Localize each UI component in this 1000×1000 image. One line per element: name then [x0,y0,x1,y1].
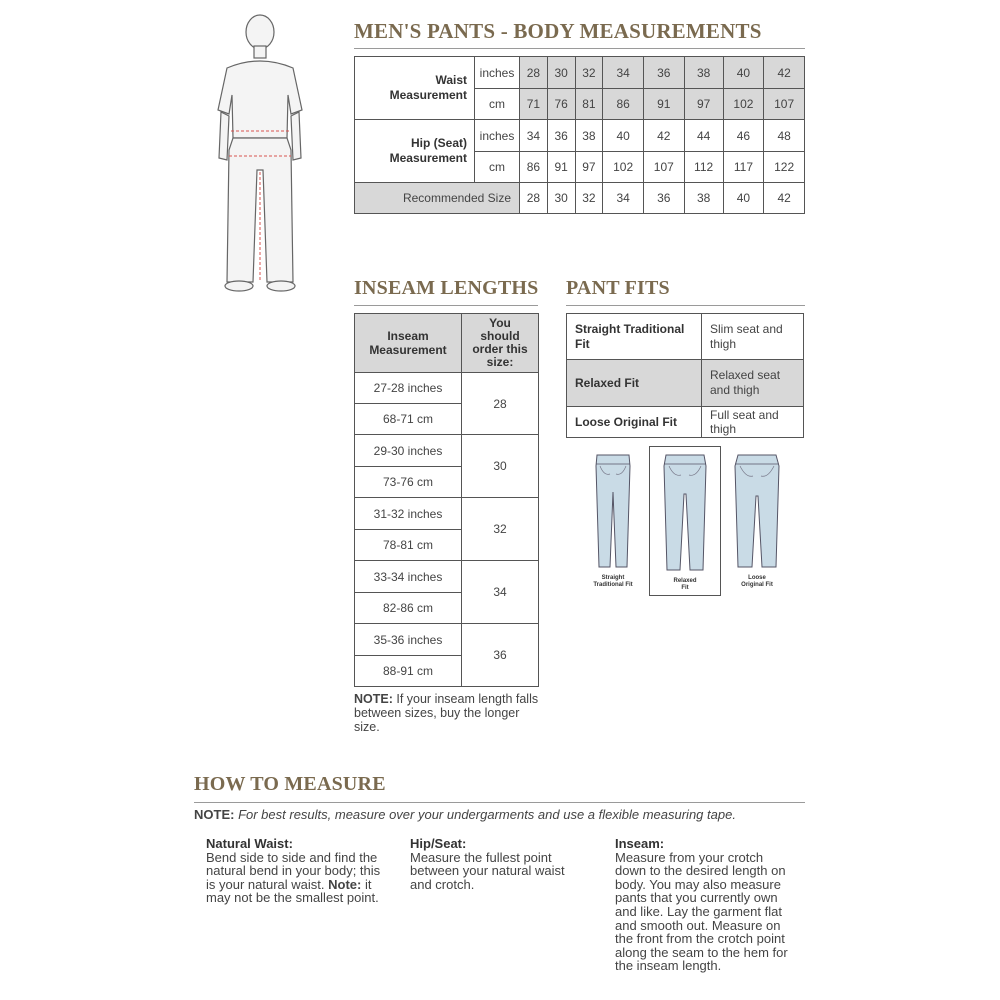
fit-name: Relaxed Fit [567,360,702,407]
body-figure-illustration [205,10,315,295]
how-title-rule [194,802,805,803]
table-cell: 36 [643,183,684,214]
table-cell: 71 [520,89,548,120]
fit-name: Loose Original Fit [567,407,702,438]
fit-description: Slim seat and thigh [702,314,804,360]
unit-label: cm [475,152,520,183]
inseam-cm: 88-91 cm [355,656,462,687]
fit-description: Full seat and thigh [702,407,804,438]
table-cell: 34 [603,57,644,89]
fit-name: Straight Traditional Fit [567,314,702,360]
inseam-inches: 33-34 inches [355,561,462,593]
table-cell: 86 [603,89,644,120]
table-cell: 42 [764,57,805,89]
unit-label: inches [475,120,520,152]
table-cell: 40 [723,183,764,214]
unit-label: inches [475,57,520,89]
unit-label: cm [475,89,520,120]
inseam-size: 32 [462,498,539,561]
note-label: NOTE: [354,692,393,706]
table-cell: 38 [575,120,603,152]
hip-seat-text: Measure the fullest point between your natural waist and crotch. [410,849,565,892]
table-cell: 86 [520,152,548,183]
table-cell: 91 [643,89,684,120]
inseam-title-rule [354,305,538,306]
table-cell: 107 [643,152,684,183]
table-cell: 42 [643,120,684,152]
inseam-size: 30 [462,435,539,498]
inseam-measurement-header: Inseam Measurement [355,314,462,373]
table-cell: 97 [575,152,603,183]
table-cell: 102 [723,89,764,120]
fits-title-rule [566,305,805,306]
inseam-cm: 78-81 cm [355,530,462,561]
table-cell: 46 [723,120,764,152]
table-cell: 30 [547,57,575,89]
straight-fit-pants-image [582,452,644,570]
table-cell: 30 [547,183,575,214]
table-cell: 97 [684,89,723,120]
table-cell: 44 [684,120,723,152]
table-cell: 48 [764,120,805,152]
waist-note-label: Note: [328,876,362,892]
order-size-header: You should order this size: [462,314,539,373]
hip-seat-title: Hip/Seat: [410,836,467,851]
inseam-inches: 31-32 inches [355,498,462,530]
recommended-size-label: Recommended Size [355,183,520,214]
hip-seat-instructions [410,837,582,891]
table-cell: 40 [723,57,764,89]
note-label: NOTE: [194,807,235,822]
table-cell: 91 [547,152,575,183]
table-cell: 42 [764,183,805,214]
table-cell: 36 [547,120,575,152]
inseam-cm: 68-71 cm [355,404,462,435]
table-cell: 34 [603,183,644,214]
table-cell: 32 [575,57,603,89]
table-cell: 112 [684,152,723,183]
body-measurements-table [354,56,805,214]
body-title-rule [354,48,805,49]
pant-fits-table [566,313,804,438]
figure-label: Relaxed Fit [673,578,697,591]
inseam-inches: 27-28 inches [355,373,462,404]
inseam-size: 34 [462,561,539,624]
inseam-cm: 82-86 cm [355,593,462,624]
table-cell: 107 [764,89,805,120]
fit-figure-straight [582,452,644,594]
note-text: If your inseam length falls between sizes, buy the longer size. [354,692,539,734]
table-cell: 117 [723,152,764,183]
loose-fit-pants-image [726,452,788,570]
table-cell: 76 [547,89,575,120]
pant-fits-title: PANT FITS [566,277,670,299]
figure-label: Straight Traditional Fit [593,575,633,588]
note-text: For best results, measure over your undergarments and use a flexible measuring tape. [234,807,736,822]
inseam-instructions [615,837,797,973]
table-cell: 38 [684,183,723,214]
table-cell: 36 [643,57,684,89]
figure-label: Loose Original Fit [741,575,773,588]
table-cell: 34 [520,120,548,152]
fit-figure-loose [726,452,788,594]
table-cell: 38 [684,57,723,89]
inseam-lengths-title: INSEAM LENGTHS [354,277,539,299]
table-cell: 102 [603,152,644,183]
inseam-cm: 73-76 cm [355,467,462,498]
inseam-size: 36 [462,624,539,687]
table-cell: 28 [520,183,548,214]
fit-description: Relaxed seat and thigh [702,360,804,407]
table-cell: 40 [603,120,644,152]
inseam-text: Measure from your crotch down to the desired length on body. You may also measure pants that you currently own and like. Lay the garment flat and smooth out. Measure on the front from the crotch point along the seam to the hem for the inseam length. [615,849,788,974]
inseam-inches: 29-30 inches [355,435,462,467]
natural-waist-instructions [206,837,388,905]
inseam-table [354,313,539,687]
table-cell: 122 [764,152,805,183]
inseam-note [354,692,539,734]
how-to-measure-note [194,808,805,822]
table-cell: 28 [520,57,548,89]
relaxed-fit-pants-image [650,452,720,576]
natural-waist-text: Bend side to side and find the natural bend in your body; this is your natural waist. [206,849,381,892]
natural-waist-title: Natural Waist: [206,836,293,851]
inseam-inches: 35-36 inches [355,624,462,656]
inseam-title: Inseam: [615,836,665,851]
inseam-size: 28 [462,373,539,435]
table-cell: 81 [575,89,603,120]
waist-measurement-label: Waist Measurement [355,57,475,120]
hip-measurement-label: Hip (Seat) Measurement [355,120,475,183]
how-to-measure-title: HOW TO MEASURE [194,773,386,795]
natural-waist-text-continued: it may not be the smallest point. [206,876,379,906]
body-measurements-title: MEN'S PANTS - BODY MEASUREMENTS [354,19,762,43]
table-cell: 32 [575,183,603,214]
fit-figure-relaxed [649,446,721,596]
